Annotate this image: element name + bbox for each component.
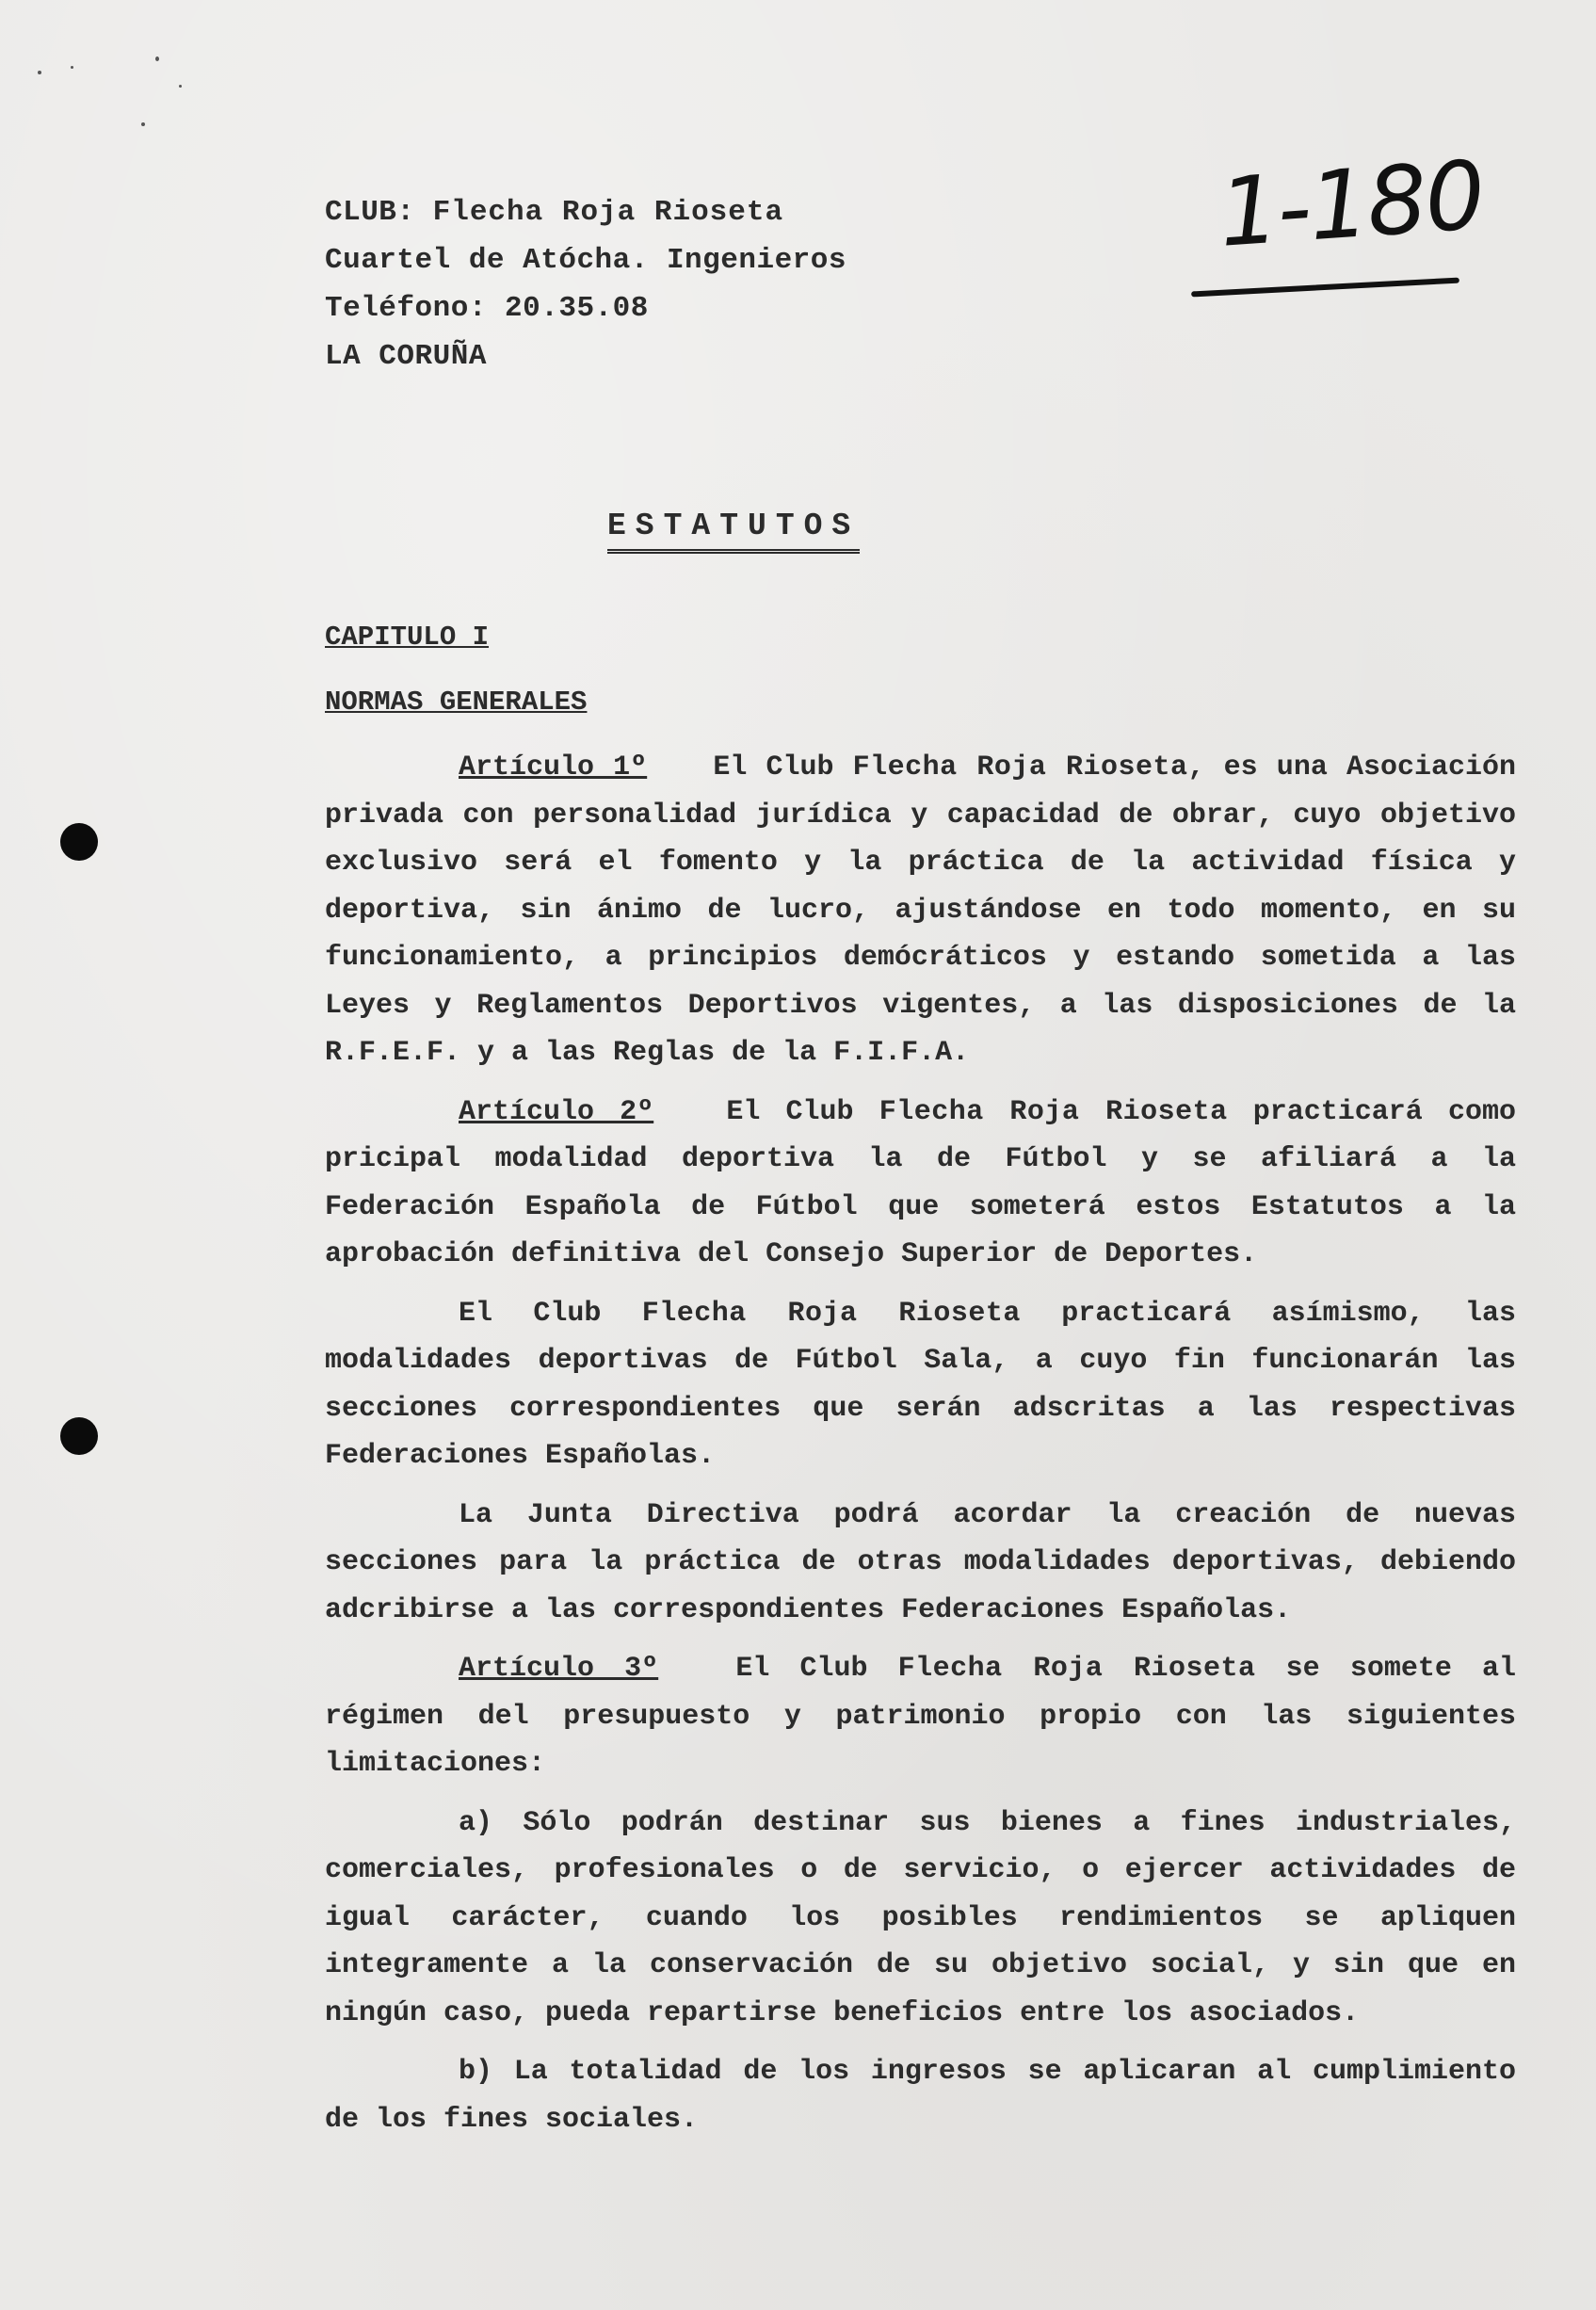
paper-speck <box>179 85 182 88</box>
handwritten-reference-number: 1-180 <box>1215 139 1487 268</box>
article-1 <box>325 744 1516 1077</box>
article-2-text: practicará como pricipal modalidad deportiva la de Fútbol y se afiliará a la Federación Española de Fútbol que someterá estos Estatutos a la aprobación definitiva del Consejo Superior de Deportes. <box>325 1095 1516 1270</box>
article-2-club-name: Flecha Roja Rioseta <box>879 1095 1228 1128</box>
chapter-name: NORMAS GENERALES <box>325 687 588 718</box>
article-3 <box>325 1645 1516 1788</box>
article-3-text: se somete al régimen del presupuesto y patrimonio propio con las siguientes limitaciones: <box>325 1653 1516 1780</box>
letterhead-phone: Teléfono: 20.35.08 <box>325 292 649 325</box>
letterhead-address: Cuartel de Atócha. Ingenieros <box>325 244 846 277</box>
article-2-label: Artículo 2º <box>459 1095 654 1128</box>
paper-speck <box>38 71 41 74</box>
article-2-p2-text-pre: El Club <box>459 1297 602 1330</box>
paper-speck <box>141 122 145 126</box>
paper-speck <box>71 66 73 69</box>
article-3-label: Artículo 3º <box>459 1653 659 1685</box>
article-3-club-name: Flecha Roja Rioseta <box>897 1653 1256 1685</box>
article-1-text: , es una Asociación privada con personalidad jurídica y capacidad de obrar, cuyo objetivo exclusivo será el fomento y la práctica de la actividad física y deportiva, sin ánimo de lucro, ajustándose en todo momento, en su funcionamiento, a principios demócráticos y estando sometida a las Leyes y Reglamentos Deportivos vigentes, a las disposiciones de la R.F.E.F. y a las Reglas de la F.I.F.A. <box>325 751 1516 1069</box>
article-3-item-a: a) Sólo podrán destinar sus bienes a fines industriales, comerciales, profesionales o de servicio, o ejercer actividades de igual carácter, cuando los posibles rendimientos se apliquen integramente a la conservación de su objetivo social, y sin que en ningún caso, pueda repartirse beneficios entre los asociados. <box>325 1806 1516 2029</box>
article-2-paragraph-3: La Junta Directiva podrá acordar la creación de nuevas secciones para la práctica de otras modalidades deportivas, debiendo adcribirse a las correspondientes Federaciones Españolas. <box>325 1498 1516 1626</box>
document-title: ESTATUTOS <box>607 506 860 554</box>
article-1-club-name: Flecha Roja Rioseta <box>852 751 1188 783</box>
article-2-text-pre: El Club <box>726 1095 854 1128</box>
article-2-p2-club-name: Flecha Roja Rioseta <box>641 1297 1021 1330</box>
letterhead-club-line <box>325 188 846 236</box>
letterhead <box>325 188 846 380</box>
article-1-text-pre: El Club <box>713 751 834 783</box>
club-label: CLUB: <box>325 196 415 229</box>
article-2-p2-text: practicará asímismo, las modalidades deportivas de Fútbol Sala, a cuyo fin funcionarán las secciones correspondientes que serán adscritas a las respectivas Federaciones Españolas. <box>325 1297 1516 1472</box>
article-3-text-pre: El Club <box>735 1653 868 1685</box>
chapter-number: CAPITULO I <box>325 622 490 653</box>
paper-speck <box>155 57 159 61</box>
punch-hole <box>60 1417 98 1455</box>
article-1-label: Artículo 1º <box>459 751 648 783</box>
handwritten-underline <box>1191 278 1459 298</box>
article-3-item-b: b) La totalidad de los ingresos se aplicaran al cumplimiento de los fines sociales. <box>325 2056 1516 2136</box>
article-2 <box>325 1089 1516 1279</box>
punch-hole <box>60 823 98 861</box>
letterhead-city: LA CORUÑA <box>325 340 487 373</box>
article-2-paragraph-2 <box>325 1290 1516 1480</box>
document-body <box>325 744 1516 2155</box>
club-name: Flecha Roja Rioseta <box>432 196 784 229</box>
